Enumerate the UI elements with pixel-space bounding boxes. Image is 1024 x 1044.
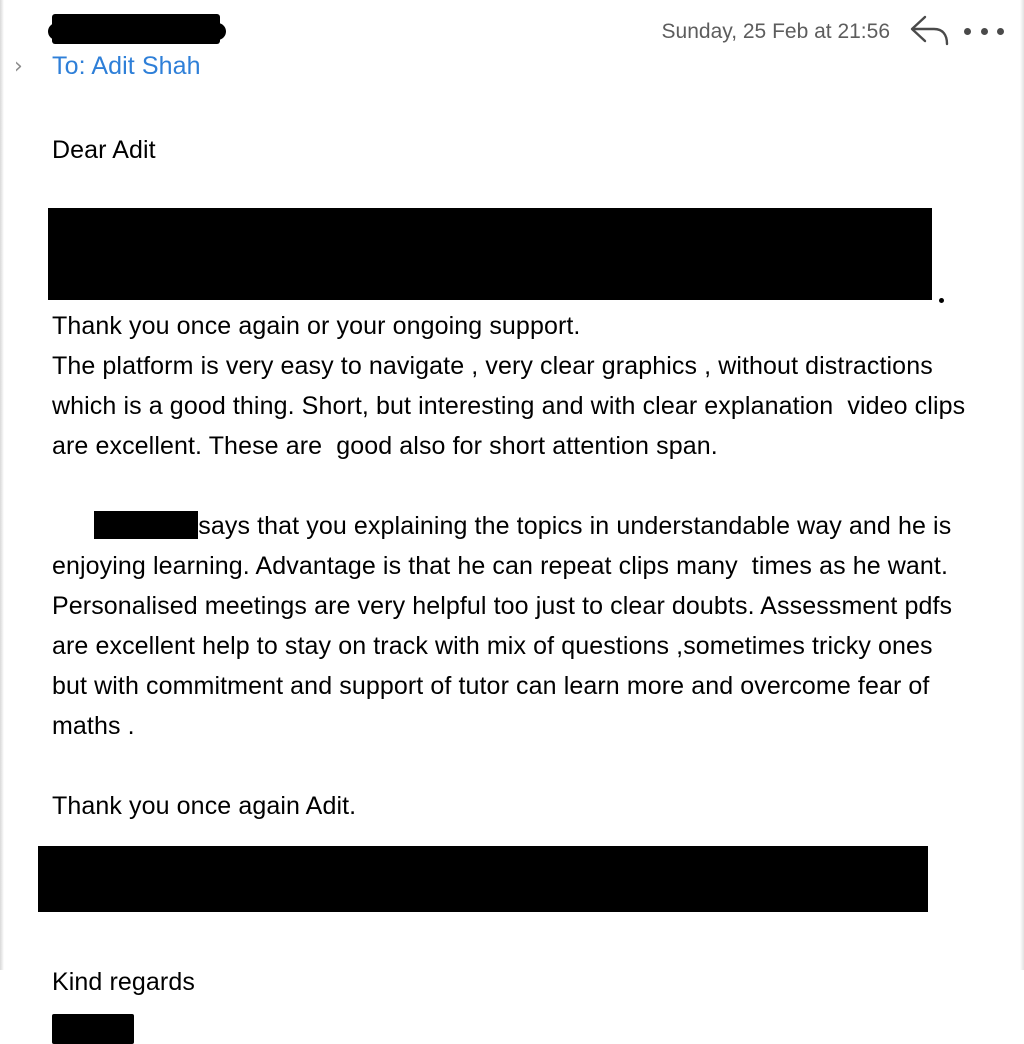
paragraph-closing-thanks: Thank you once again Adit. — [52, 792, 357, 820]
message-timestamp: Sunday, 25 Feb at 21:56 — [661, 20, 890, 43]
chevron-right-icon[interactable]: › — [14, 54, 23, 79]
redacted-paragraph-block-2 — [38, 846, 928, 912]
trailing-period — [939, 298, 944, 303]
email-header — [0, 0, 1024, 98]
more-dot-2 — [981, 28, 988, 35]
recipient-label[interactable]: To: Adit Shah — [52, 52, 201, 80]
paragraph-student-feedback-text: says that you explaining the topics in understandable way and he is enjoying learning. Advantage is that he can repeat clips many times as he want. Personalised meetings are very helpful too just to clear doubts. Assessment pdfs are excellent help to stay on track with mix of questions ,sometimes tricky ones but with commitment and support of tutor can learn more and overcome fear of maths . — [52, 512, 960, 740]
redacted-paragraph-block-1 — [48, 208, 932, 300]
signoff-text: Kind regards — [52, 968, 195, 996]
email-body — [0, 130, 1024, 1044]
greeting-text: Dear Adit — [52, 136, 156, 164]
more-options-icon[interactable] — [964, 18, 1004, 44]
more-dot-3 — [997, 28, 1004, 35]
signature-name-redaction — [52, 1014, 134, 1044]
paragraph-thanks: Thank you once again or your ongoing support. — [52, 312, 581, 340]
paragraph-student-feedback — [52, 466, 972, 786]
inline-student-name-redaction — [94, 511, 198, 539]
sender-name-redaction — [52, 14, 220, 44]
more-dot-1 — [964, 28, 971, 35]
paragraph-platform-feedback: The platform is very easy to navigate , very clear graphics , without distractions which is a good thing. Short, but interesting and with clear explanation video clips are excellent. These are good also for short attention span. — [52, 352, 973, 460]
reply-arrow-icon[interactable] — [910, 12, 950, 50]
